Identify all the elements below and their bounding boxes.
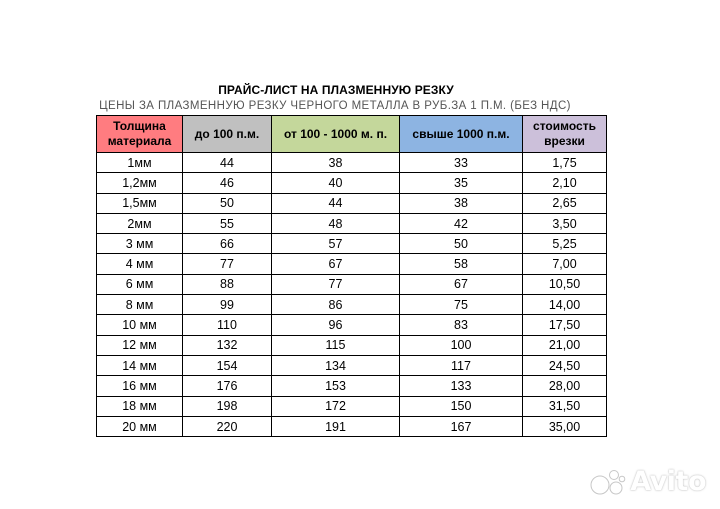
- cell-thickness: 10 мм: [97, 315, 183, 335]
- cell-up-to-100: 132: [183, 335, 272, 355]
- cell-cost: 21,00: [523, 335, 607, 355]
- cell-cost: 7,00: [523, 254, 607, 274]
- table-row: [97, 295, 607, 315]
- cell-up-to-100: 110: [183, 315, 272, 335]
- cell-thickness: 14 мм: [97, 355, 183, 375]
- cell-over-1000: 42: [400, 213, 523, 233]
- cell-over-1000: 38: [400, 193, 523, 213]
- cell-from-100-to-1000: 38: [272, 153, 400, 173]
- cell-cost: 14,00: [523, 295, 607, 315]
- table-row: [97, 376, 607, 396]
- table-row: [97, 274, 607, 294]
- cell-over-1000: 50: [400, 234, 523, 254]
- cell-thickness: 3 мм: [97, 234, 183, 254]
- cell-thickness: 4 мм: [97, 254, 183, 274]
- cell-thickness: 12 мм: [97, 335, 183, 355]
- table-row: [97, 335, 607, 355]
- cell-over-1000: 83: [400, 315, 523, 335]
- cell-cost: 3,50: [523, 213, 607, 233]
- cell-up-to-100: 154: [183, 355, 272, 375]
- cell-from-100-to-1000: 77: [272, 274, 400, 294]
- header-up-to-100: до 100 п.м.: [183, 116, 272, 153]
- header-row: [97, 116, 607, 153]
- cell-cost: 35,00: [523, 416, 607, 436]
- cell-thickness: 1,5мм: [97, 193, 183, 213]
- cell-cost: 24,50: [523, 355, 607, 375]
- cell-up-to-100: 77: [183, 254, 272, 274]
- cell-from-100-to-1000: 153: [272, 376, 400, 396]
- cell-over-1000: 150: [400, 396, 523, 416]
- table-row: [97, 234, 607, 254]
- cell-up-to-100: 46: [183, 173, 272, 193]
- header-cost-line1: стоимость: [533, 119, 596, 133]
- cell-from-100-to-1000: 191: [272, 416, 400, 436]
- cell-from-100-to-1000: 67: [272, 254, 400, 274]
- table-row: [97, 153, 607, 173]
- header-cost-line2: врезки: [544, 134, 585, 148]
- cell-cost: 2,10: [523, 173, 607, 193]
- cell-up-to-100: 55: [183, 213, 272, 233]
- table-row: [97, 173, 607, 193]
- cell-over-1000: 100: [400, 335, 523, 355]
- page-subtitle-text: ЦЕНЫ ЗА ПЛАЗМЕННУЮ РЕЗКУ ЧЕРНОГО МЕТАЛЛА В РУБ.ЗА 1 П.М. (БЕЗ НДС): [99, 100, 571, 112]
- table-row: [97, 396, 607, 416]
- header-thickness: [97, 116, 183, 153]
- avito-watermark: [590, 466, 706, 497]
- cell-from-100-to-1000: 48: [272, 213, 400, 233]
- cell-from-100-to-1000: 115: [272, 335, 400, 355]
- avito-logo-icon: [590, 468, 626, 496]
- cell-over-1000: 67: [400, 274, 523, 294]
- cell-cost: 28,00: [523, 376, 607, 396]
- cell-cost: 5,25: [523, 234, 607, 254]
- table-row: [97, 355, 607, 375]
- avito-watermark-text: Avito: [630, 466, 706, 497]
- cell-over-1000: 58: [400, 254, 523, 274]
- cell-from-100-to-1000: 134: [272, 355, 400, 375]
- cell-cost: 1,75: [523, 153, 607, 173]
- cell-up-to-100: 220: [183, 416, 272, 436]
- table-row: [97, 254, 607, 274]
- cell-up-to-100: 198: [183, 396, 272, 416]
- cell-up-to-100: 88: [183, 274, 272, 294]
- header-thickness-line2: материала: [107, 134, 172, 148]
- cell-up-to-100: 176: [183, 376, 272, 396]
- cell-from-100-to-1000: 40: [272, 173, 400, 193]
- cell-up-to-100: 99: [183, 295, 272, 315]
- price-table-body: [97, 153, 607, 437]
- cell-thickness: 2мм: [97, 213, 183, 233]
- cell-thickness: 20 мм: [97, 416, 183, 436]
- cell-from-100-to-1000: 172: [272, 396, 400, 416]
- cell-cost: 2,65: [523, 193, 607, 213]
- cell-over-1000: 75: [400, 295, 523, 315]
- page-title: [0, 83, 720, 97]
- table-row: [97, 213, 607, 233]
- cell-from-100-to-1000: 57: [272, 234, 400, 254]
- cell-over-1000: 35: [400, 173, 523, 193]
- page-title-text: ПРАЙС-ЛИСТ НА ПЛАЗМЕННУЮ РЕЗКУ: [218, 83, 454, 97]
- cell-thickness: 6 мм: [97, 274, 183, 294]
- cell-cost: 17,50: [523, 315, 607, 335]
- page-subtitle: [0, 100, 720, 112]
- header-cost: [523, 116, 607, 153]
- cell-over-1000: 167: [400, 416, 523, 436]
- header-100-to-1000: от 100 - 1000 м. п.: [272, 116, 400, 153]
- header-over-1000: свыше 1000 п.м.: [400, 116, 523, 153]
- cell-up-to-100: 44: [183, 153, 272, 173]
- cell-thickness: 16 мм: [97, 376, 183, 396]
- cell-thickness: 8 мм: [97, 295, 183, 315]
- cell-from-100-to-1000: 44: [272, 193, 400, 213]
- price-table: [96, 115, 607, 437]
- cell-from-100-to-1000: 86: [272, 295, 400, 315]
- cell-cost: 31,50: [523, 396, 607, 416]
- table-row: [97, 193, 607, 213]
- price-table-header: [97, 116, 607, 153]
- header-thickness-line1: Толщина: [113, 119, 166, 133]
- cell-thickness: 1мм: [97, 153, 183, 173]
- cell-over-1000: 117: [400, 355, 523, 375]
- cell-cost: 10,50: [523, 274, 607, 294]
- cell-from-100-to-1000: 96: [272, 315, 400, 335]
- cell-up-to-100: 50: [183, 193, 272, 213]
- cell-up-to-100: 66: [183, 234, 272, 254]
- cell-thickness: 1,2мм: [97, 173, 183, 193]
- cell-over-1000: 133: [400, 376, 523, 396]
- cell-thickness: 18 мм: [97, 396, 183, 416]
- table-row: [97, 416, 607, 436]
- cell-over-1000: 33: [400, 153, 523, 173]
- table-row: [97, 315, 607, 335]
